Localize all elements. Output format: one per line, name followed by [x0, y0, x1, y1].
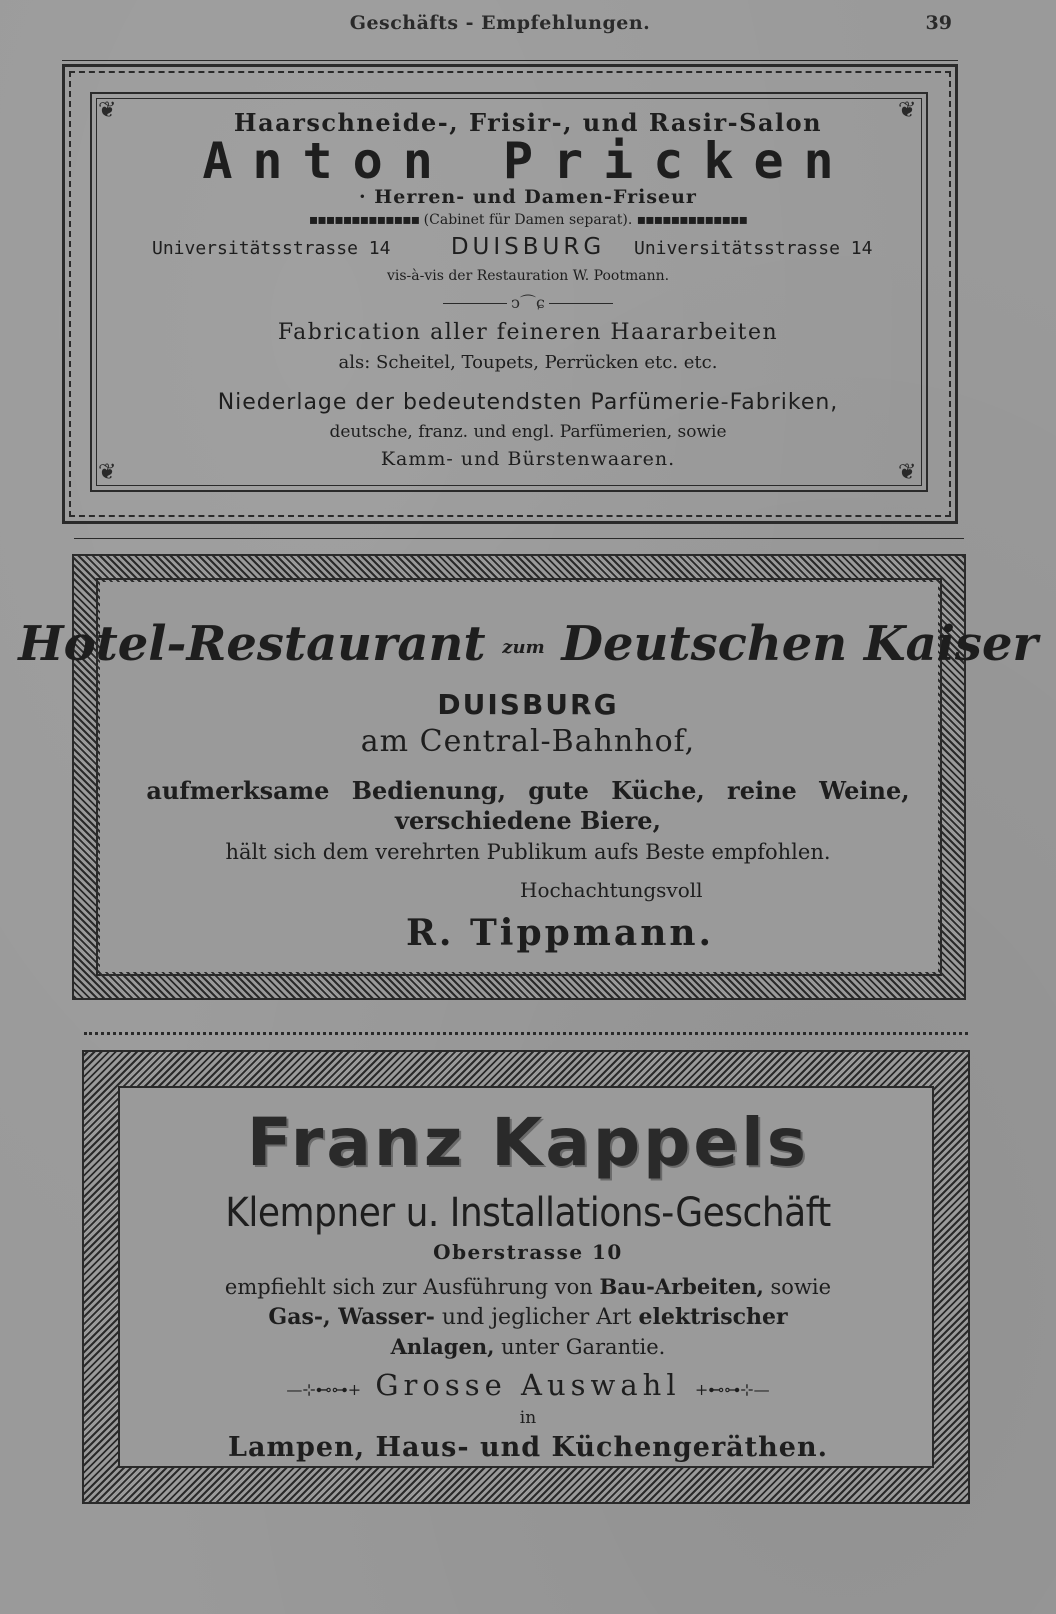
ad3-selection: Grosse Auswahl [375, 1368, 681, 1402]
ad3-guarantee-text: unter Garantie. [494, 1335, 666, 1359]
ad3-deco-left: —⊹⊷⊶+ [286, 1380, 362, 1399]
ad1-divider-line [549, 303, 613, 304]
ad1-service: · Herren- und Damen-Friseur [359, 186, 697, 208]
ad2-closing: Hochachtungsvoll [520, 878, 703, 902]
ad2-beers: verschiedene Biere, [395, 806, 661, 835]
ad3-utilities-bold: Gas-, Wasser- [268, 1304, 435, 1330]
section-divider [74, 538, 964, 539]
ad1-divider-swash: ↄ⌒ɕ [511, 293, 545, 312]
ad2-signature: R. Tippmann. [406, 912, 715, 954]
ad1-corner-ornament: ❦ [898, 98, 917, 123]
ad2-recommendation: hält sich dem verehrten Publikum aufs Beste empfohlen. [225, 840, 831, 864]
ad3-in: in [519, 1408, 537, 1428]
ad1-proprietor-name: Anton Pricken [202, 132, 854, 190]
ad1-cabinet-note [0, 212, 1056, 228]
ad3-utilities-text: und jeglicher Art [434, 1305, 639, 1330]
ad3-utilities-line [0, 1304, 1056, 1330]
ad1-address-right: Universitätsstrasse 14 [634, 238, 873, 259]
ad2-title-part-b: Deutschen Kaiser [561, 616, 1038, 672]
ad1-fabrication: Fabrication aller feineren Haararbeiten [277, 320, 779, 345]
ad1-address-left: Universitätsstrasse 14 [152, 238, 391, 259]
page-number: 39 [925, 12, 952, 34]
ad1-location-note: vis-à-vis der Restauration W. Pootmann. [386, 268, 670, 284]
ad2-location: am Central-Bahnhof, [360, 724, 696, 759]
ad2-title-part-a: Hotel-Restaurant [18, 616, 486, 672]
ad2-services: aufmerksame Bedienung, gute Küche, reine Weine, [146, 776, 910, 805]
ad3-offer-text: empfiehlt sich zur Ausführung von [224, 1275, 600, 1299]
ad1-corner-ornament: ❦ [98, 98, 117, 123]
ad3-selection-line [0, 1368, 1056, 1402]
ad3-utilities-bold: elektrischer [638, 1304, 788, 1330]
ad1-corner-ornament: ❦ [898, 460, 917, 485]
ad1-divider-line [443, 303, 507, 304]
ad3-products: Lampen, Haus- und Küchengeräthen. [228, 1432, 828, 1463]
running-head: Geschäfts - Empfehlungen. [349, 12, 651, 34]
ad1-depot: Niederlage der bedeutendsten Parfümerie-Fabriken, [217, 390, 839, 415]
ad1-dot-leader: ▪▪▪▪▪▪▪▪▪▪▪▪▪ [636, 212, 748, 228]
ad1-cabinet-text: (Cabinet für Damen separat). [423, 212, 633, 228]
ad1-fabrication-items: als: Scheitel, Toupets, Perrücken etc. etc. [338, 352, 718, 373]
ad3-offer-line [0, 1274, 1056, 1299]
ad2-city: DUISBURG [437, 688, 619, 721]
ad2-title-connector: zum [502, 637, 545, 658]
ad3-address: Oberstrasse 10 [433, 1240, 623, 1264]
ad3-guarantee-line [0, 1334, 1056, 1359]
ad3-offer-bold: Bau-Arbeiten, [599, 1274, 764, 1299]
ad3-trade: Klempner u. Installations-Geschäft [225, 1190, 831, 1236]
ad3-company-name: Franz Kappels [246, 1104, 810, 1181]
ad1-dot-leader: ▪▪▪▪▪▪▪▪▪▪▪▪▪ [308, 212, 420, 228]
ad1-corner-ornament: ❦ [98, 460, 117, 485]
ad3-deco-right: +⊷⊶⊹— [694, 1380, 770, 1399]
ad1-salon-type: Haarschneide-, Frisir-, und Rasir-Salon [233, 108, 823, 137]
ad2-hotel-name [0, 616, 1056, 672]
header-rule [62, 60, 958, 61]
ad1-perfumes: deutsche, franz. und engl. Parfümerien, sowie [329, 422, 727, 442]
ad3-guarantee-bold: Anlagen, [390, 1334, 495, 1359]
ad1-combs: Kamm- und Bürstenwaaren. [380, 448, 676, 470]
ad1-city: DUISBURG [450, 234, 606, 260]
ad1-divider-ornament [0, 290, 1056, 313]
section-divider [84, 1032, 968, 1035]
page-header [0, 8, 1056, 38]
ad3-offer-text: sowie [763, 1275, 832, 1299]
